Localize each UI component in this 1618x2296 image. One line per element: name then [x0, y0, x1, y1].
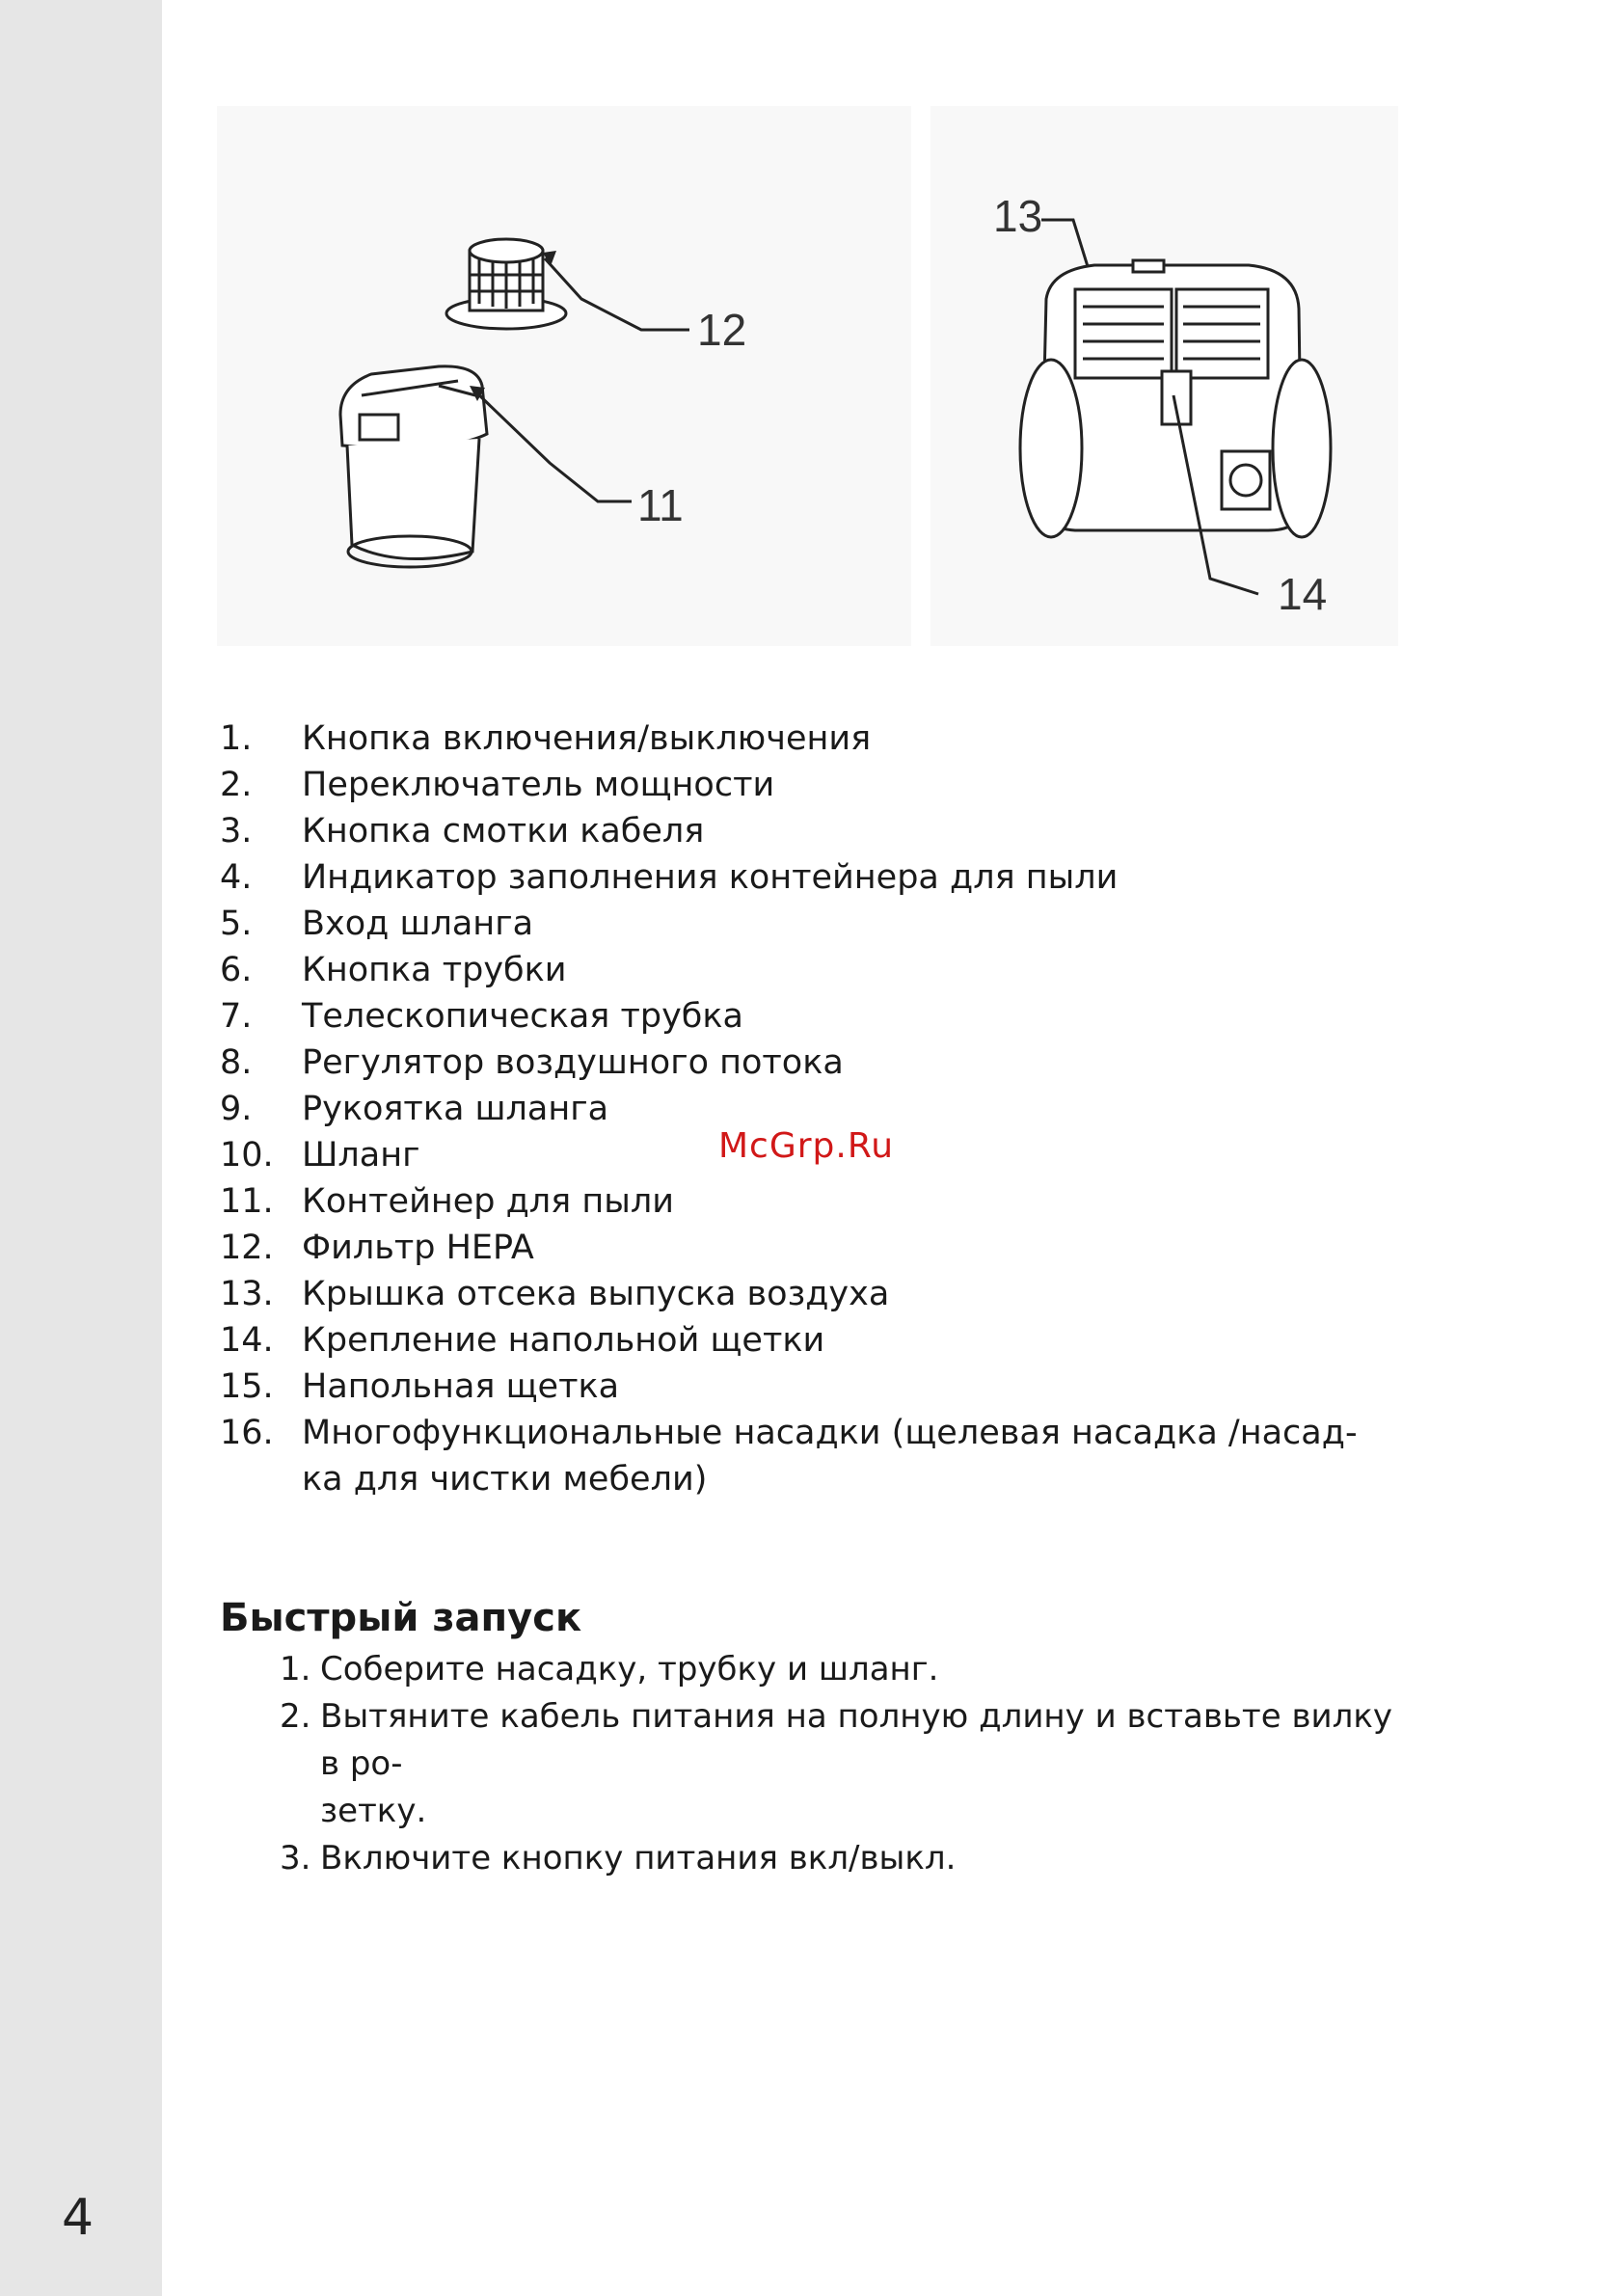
step-item: [280, 1835, 1417, 1882]
item-number: 2.: [220, 766, 253, 804]
item-text: Кнопка включения/выключения: [302, 719, 872, 758]
step-text-continued: зетку.: [320, 1792, 427, 1830]
item-text-continued: ка для чистки мебели): [302, 1460, 708, 1499]
list-item: [220, 947, 1377, 993]
callout-14: 14: [1278, 569, 1328, 619]
step-number: 3.: [280, 1839, 311, 1877]
list-item: [220, 1364, 1377, 1410]
item-number: 8.: [220, 1043, 253, 1082]
watermark: McGrp.Ru: [718, 1126, 895, 1166]
page-number: 4: [62, 2189, 94, 2247]
step-text: Вытяните кабель питания на полную длину и вставьте вилку в ро-: [320, 1697, 1392, 1783]
step-item-continuation: [280, 1788, 1417, 1835]
list-item-continuation: [220, 1456, 1377, 1502]
item-number: 5.: [220, 905, 253, 943]
item-text: Фильтр HEPA: [302, 1229, 534, 1267]
item-number: 4.: [220, 858, 253, 897]
item-number: 10.: [220, 1136, 274, 1175]
parts-list: [220, 716, 1377, 1502]
step-item: [280, 1646, 1417, 1693]
item-number: 9.: [220, 1090, 253, 1128]
list-item: [220, 993, 1377, 1040]
list-item: [220, 901, 1377, 947]
list-item: [220, 1178, 1377, 1225]
list-item: [220, 1086, 1377, 1132]
item-text: Телескопическая трубка: [302, 997, 743, 1036]
callout-12: 12: [697, 305, 747, 355]
list-item: [220, 1271, 1377, 1317]
dust-container-drawing: [340, 366, 487, 567]
filter-container-illustration: [217, 106, 911, 646]
page-sidebar: [0, 0, 162, 2296]
item-number: 11.: [220, 1182, 274, 1221]
step-text: Соберите насадку, трубку и шланг.: [320, 1650, 939, 1688]
list-item: [220, 716, 1377, 762]
figure-vacuum-rear: [930, 106, 1398, 646]
list-item: [220, 1225, 1377, 1271]
item-number: 13.: [220, 1275, 274, 1313]
item-number: 15.: [220, 1367, 274, 1406]
item-text: Крышка отсека выпуска воздуха: [302, 1275, 890, 1313]
list-item: [220, 854, 1377, 901]
list-item: [220, 1410, 1377, 1456]
item-text: Контейнер для пыли: [302, 1182, 674, 1221]
list-item: [220, 762, 1377, 808]
section-title: Быстрый запуск: [220, 1596, 582, 1640]
item-number: 7.: [220, 997, 253, 1036]
item-text: Кнопка смотки кабеля: [302, 812, 705, 851]
list-item: [220, 1040, 1377, 1086]
item-text: Крепление напольной щетки: [302, 1321, 825, 1360]
item-text: Переключатель мощности: [302, 766, 775, 804]
item-number: 1.: [220, 719, 253, 758]
item-text: Рукоятка шланга: [302, 1090, 609, 1128]
item-text: Напольная щетка: [302, 1367, 620, 1406]
item-number: 6.: [220, 951, 253, 989]
item-text: Регулятор воздушного потока: [302, 1043, 844, 1082]
item-number: 16.: [220, 1414, 274, 1452]
item-number: 14.: [220, 1321, 274, 1360]
figure-filter-container: [217, 106, 911, 646]
step-text: Включите кнопку питания вкл/выкл.: [320, 1839, 957, 1877]
step-item: [280, 1693, 1417, 1788]
step-number: 2.: [280, 1697, 311, 1736]
item-text: Вход шланга: [302, 905, 534, 943]
item-number: 3.: [220, 812, 253, 851]
item-text: Кнопка трубки: [302, 951, 567, 989]
callout-11: 11: [637, 480, 684, 530]
item-text: Многофункциональные насадки (щелевая насадка /насад-: [302, 1414, 1358, 1452]
list-item: [220, 1317, 1377, 1364]
callout-13: 13: [993, 191, 1043, 241]
item-text: Шланг: [302, 1136, 420, 1175]
vacuum-rear-illustration: [930, 106, 1398, 646]
step-number: 1.: [280, 1650, 311, 1688]
item-text: Индикатор заполнения контейнера для пыли: [302, 858, 1119, 897]
quick-start-steps: [280, 1646, 1417, 1882]
list-item: [220, 808, 1377, 854]
item-number: 12.: [220, 1229, 274, 1267]
